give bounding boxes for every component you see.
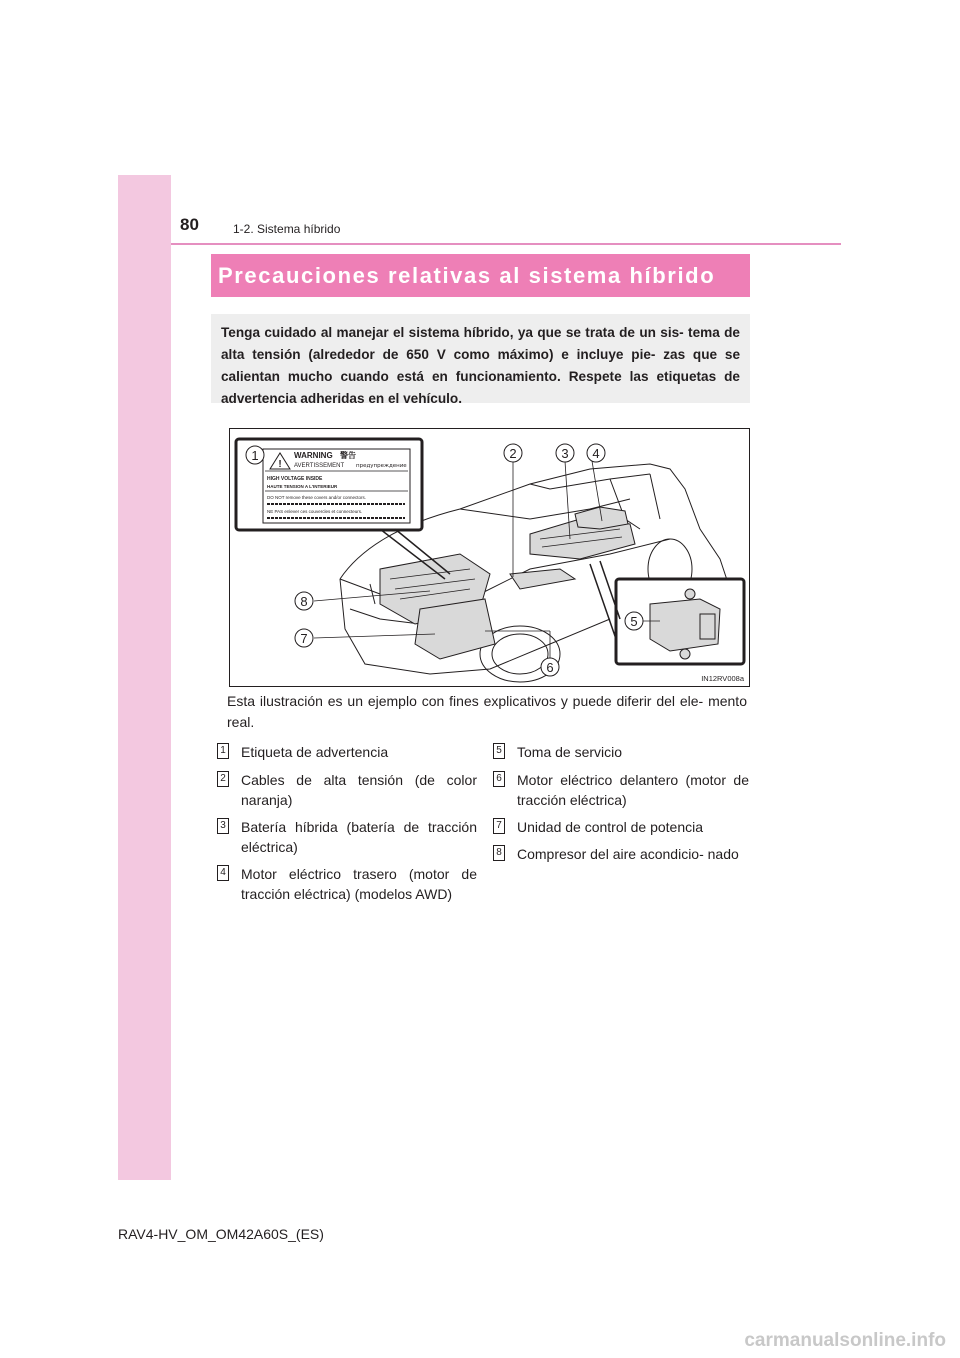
page-number: 80	[180, 215, 199, 234]
legend-number: 4	[217, 865, 229, 881]
section-title: 1-2. Sistema híbrido	[233, 222, 341, 236]
callout-1: 1	[251, 448, 259, 463]
legend-text: Toma de servicio	[517, 744, 623, 760]
legend-text: Unidad de control de potencia	[517, 819, 704, 835]
document-code: RAV4-HV_OM_OM42A60S_(ES)	[118, 1226, 324, 1242]
legend-number: 1	[217, 743, 229, 759]
callout-6: 6	[546, 660, 554, 675]
legend-number: 7	[493, 818, 505, 834]
callout-2: 2	[509, 446, 517, 461]
label-do-not: DO NOT remove these covers and/or connectors.	[267, 495, 366, 500]
header-divider	[171, 243, 841, 245]
callout-5: 5	[630, 614, 638, 629]
label-hv-fr: HAUTE TENSION A L'INTERIEUR	[267, 484, 338, 489]
label-hv-inside: HIGH VOLTAGE INSIDE	[267, 476, 323, 482]
legend-number: 5	[493, 743, 505, 759]
label-ru: предупреждение	[356, 463, 407, 469]
watermark: carmanualsonline.info	[744, 1330, 946, 1351]
label-warning-cjk: 警告	[340, 451, 356, 460]
car-diagram-svg	[230, 429, 750, 687]
title-bar	[211, 254, 750, 297]
callout-4: 4	[592, 446, 600, 461]
legend-text: Motor eléctrico delantero (motor de tracción eléctrica)	[517, 772, 749, 808]
legend-text: Etiqueta de advertencia	[241, 744, 389, 760]
legend-number: 8	[493, 845, 505, 861]
svg-text:!: !	[278, 459, 282, 470]
intro-box	[211, 314, 750, 406]
callout-3: 3	[561, 446, 569, 461]
label-avert: AVERTISSEMENT	[294, 463, 345, 469]
legend-text: Motor eléctrico trasero (motor de tracción eléctrica) (modelos AWD)	[241, 866, 477, 902]
callout-7: 7	[300, 631, 308, 646]
label-ne-pas: NE PAS enlever ces couvercles et connecteurs.	[267, 509, 363, 514]
label-warning: WARNING	[294, 451, 333, 460]
hybrid-system-illustration	[229, 428, 750, 687]
legend-text: Compresor del aire acondicio- nado	[517, 846, 739, 862]
callout-8: 8	[300, 594, 308, 609]
legend-text: Batería híbrida (batería de tracción eléctrica)	[241, 819, 477, 855]
illustration-note: Esta ilustración es un ejemplo con fines explicativos y puede diferir del ele- mento real.	[227, 693, 747, 730]
figure-code: IN12RV008a	[701, 674, 744, 683]
legend-number: 3	[217, 818, 229, 834]
page-title: Precauciones relativas al sistema híbrido	[218, 263, 716, 288]
legend-text: Cables de alta tensión (de color naranja)	[241, 772, 477, 808]
intro-text: Tenga cuidado al manejar el sistema híbrido, ya que se trata de un sis- tema de alta tensión (alrededor de 650 V como máximo) e incluye pie- zas que se calientan mucho cuando está en funcionamiento. Respete las etiquetas de advertencia adheridas en el vehículo.	[221, 325, 740, 406]
legend-number: 2	[217, 771, 229, 787]
side-tab-band	[118, 175, 171, 1180]
legend-number: 6	[493, 771, 505, 787]
